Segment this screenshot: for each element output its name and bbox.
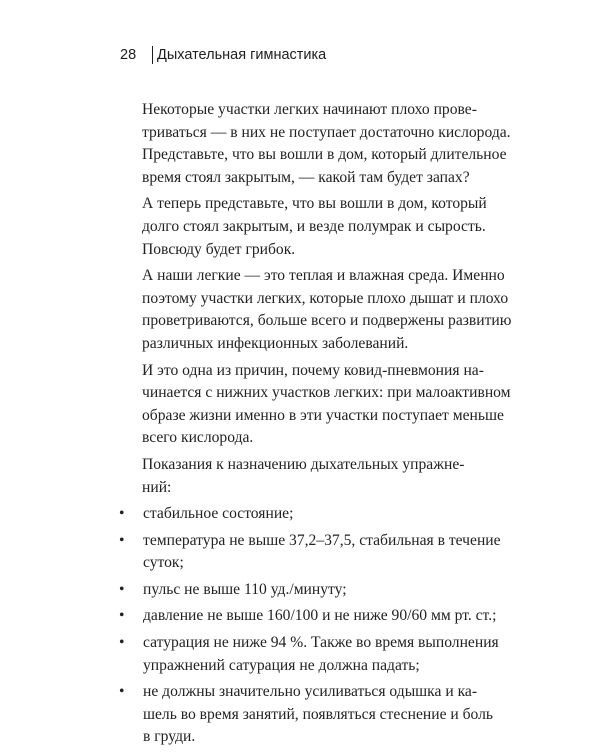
text-line: ний: <box>142 478 172 496</box>
paragraph <box>119 265 512 355</box>
text-line: А теперь представьте, что вы вошли в дом, который <box>142 195 487 213</box>
text-line: проветриваются, больше всего и подвержены развитию <box>142 312 512 330</box>
text-line: Показания к назначению дыхательных упражне- <box>142 455 465 473</box>
text-line: упражнений сатурация не должна падать; <box>143 656 420 674</box>
text-line: давление не выше 160/100 и не ниже 90/60 мм рт. ст.; <box>143 607 497 625</box>
text-line: Некоторые участки легких начинают плохо прове- <box>142 101 477 118</box>
running-header <box>120 45 326 65</box>
indications-list <box>119 503 501 749</box>
text-line: И это одна из причин, почему ковид-пневмония на- <box>142 361 484 379</box>
text-line: Представьте, что вы вошли в дом, который длительное <box>142 146 507 164</box>
text-line: образе жизни именно в эти участки поступает меньше <box>142 406 504 424</box>
paragraph <box>119 454 479 499</box>
text-line: время стоял закрытым, — какой там будет запах? <box>142 168 470 186</box>
text-line: триваться — в них не поступает достаточно кислорода. <box>142 123 511 141</box>
text-line: суток; <box>143 554 184 572</box>
list-item <box>119 579 479 602</box>
text-line: не должны значительно усиливаться одышка и ка- <box>143 683 478 701</box>
text-line: стабильное состояние; <box>143 505 294 523</box>
body-text <box>119 99 512 753</box>
text-line: А наши легкие — это теплая и влажная среда. Именно <box>142 267 505 285</box>
text-line: сатурация не ниже 94 %. Также во время выполнения <box>143 634 499 652</box>
list-item <box>119 681 494 749</box>
bullet-icon: • <box>119 531 125 549</box>
bullet-icon: • <box>119 683 125 701</box>
paragraph <box>119 360 511 450</box>
text-line: чинается с нижних участков легких: при малоактивном <box>142 384 511 402</box>
list-item <box>119 632 499 677</box>
paragraph <box>119 99 511 189</box>
text-line: долго стоял закрытым, и везде полумрак и сырость. <box>142 217 486 235</box>
text-line: пульс не выше 110 уд./минуту; <box>143 580 347 598</box>
text-line: температура не выше 37,2–37,5, стабильная в течение <box>143 531 501 549</box>
text-line: Повсюду будет грибок. <box>142 240 296 258</box>
text-line: поэтому участки легких, которые плохо дышат и плохо <box>142 289 509 307</box>
text-line: различных инфекционных заболеваний. <box>142 334 409 352</box>
list-item <box>119 605 497 628</box>
chapter-title: Дыхательная гимнастика <box>157 47 327 63</box>
list-item <box>119 530 501 575</box>
bullet-icon: • <box>119 505 125 523</box>
list-item <box>119 503 479 526</box>
paragraph <box>119 193 487 261</box>
bullet-icon: • <box>119 607 125 625</box>
header-divider <box>152 46 153 64</box>
text-line: в груди. <box>143 728 196 746</box>
page-number: 28 <box>120 47 137 63</box>
bullet-icon: • <box>119 580 125 598</box>
text-line: всего кислорода. <box>142 429 254 447</box>
bullet-icon: • <box>119 634 125 652</box>
text-line: шель во время занятий, появляться стеснение и боль <box>143 705 494 723</box>
